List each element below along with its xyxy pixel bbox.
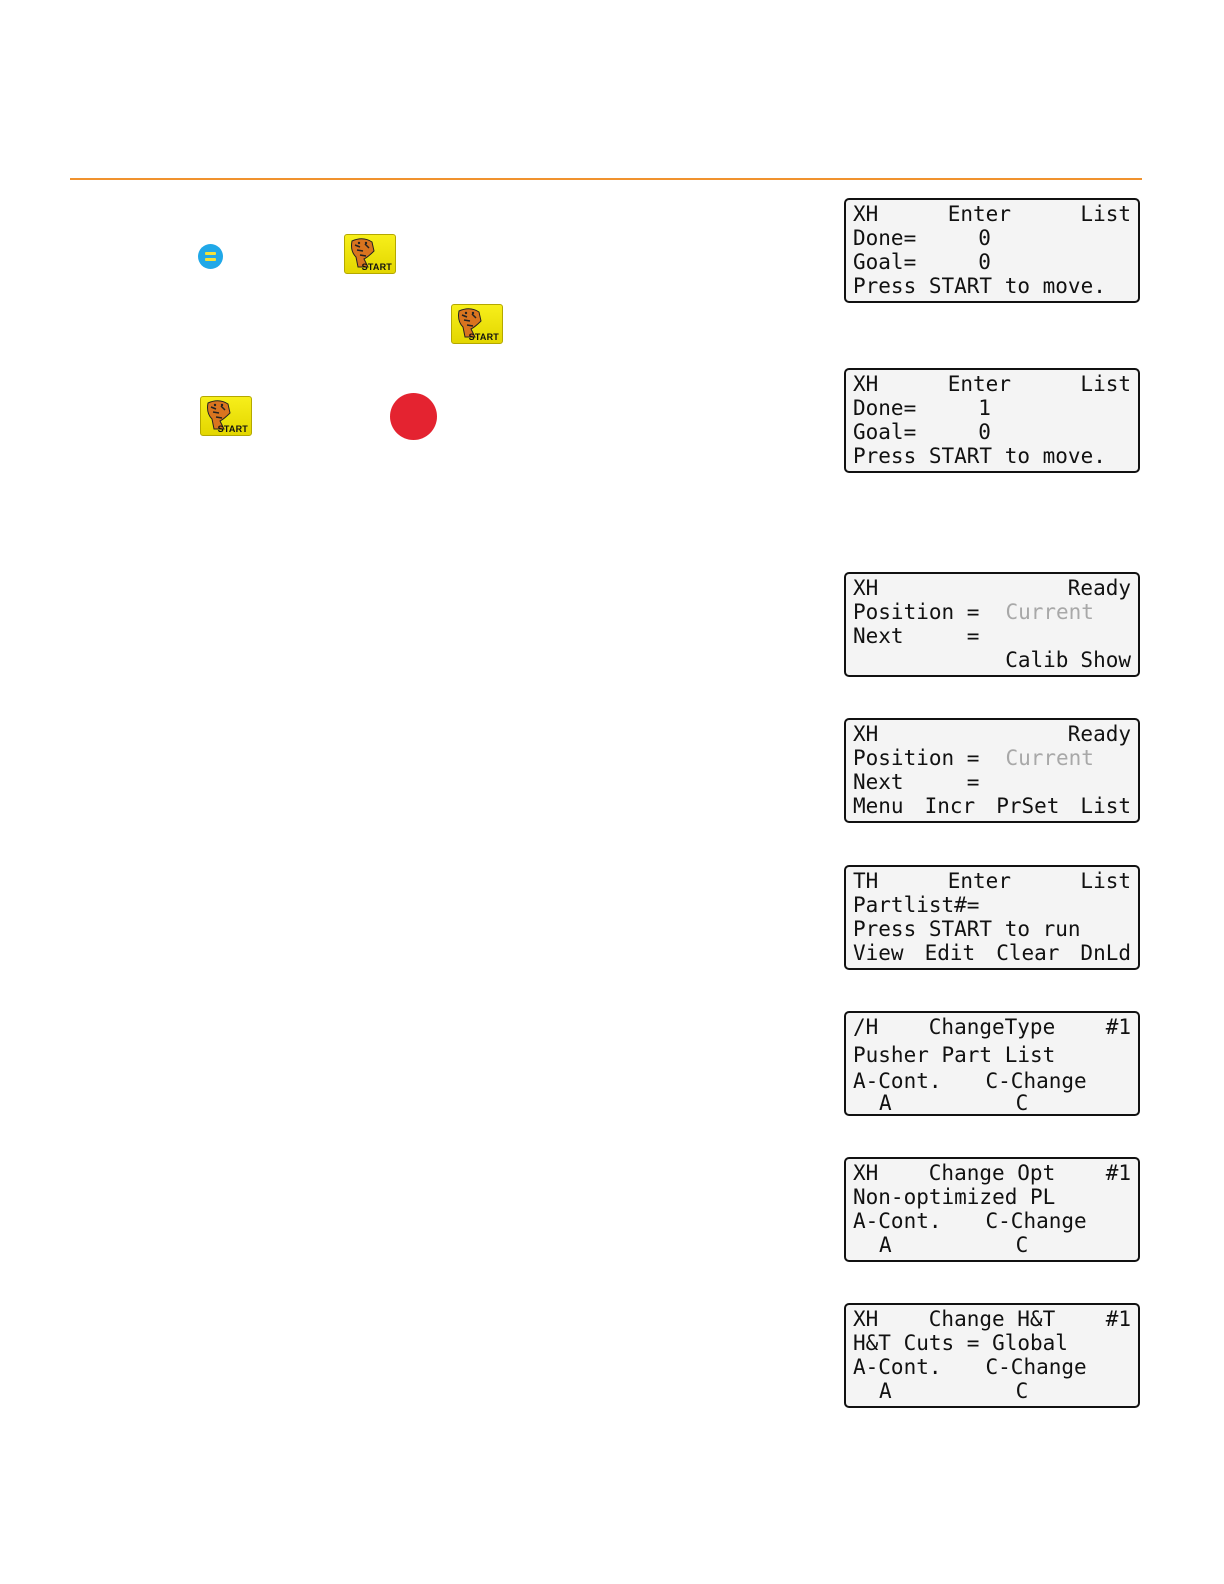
lcd-line: A-Cont. C-Change [853,1355,1087,1379]
start-label: START [468,332,499,342]
start-button-icon [200,396,252,436]
lcd-line: Next = [853,770,980,794]
lcd-screen-change-opt [844,1157,1140,1262]
start-label: START [217,424,248,434]
lcd-line: XH Change Opt #1 [853,1161,1131,1185]
lcd-line: A C [879,1091,1029,1115]
stop-button-icon [390,393,437,440]
lcd-line: Goal= 0 [853,250,991,274]
lcd-screen-enter-partlist [844,865,1140,970]
lcd-line: Press START to move. [853,444,1106,468]
lcd-screen-change-type [844,1011,1140,1116]
lcd-line: /H ChangeType #1 [853,1015,1131,1039]
lcd-screen-change-ht [844,1303,1140,1408]
lcd-line: XH Enter List [853,202,1131,226]
lcd-line: A C [879,1233,1029,1257]
header-rule [70,178,1142,180]
lcd-line: View Edit Clear DnLd [853,941,1131,965]
lcd-line: Done= 1 [853,396,991,420]
start-label: START [361,262,392,272]
equals-button-icon [198,244,223,269]
lcd-line: XH Ready [853,576,1131,600]
start-button-icon [344,234,396,274]
lcd-line: A-Cont. C-Change [853,1069,1087,1093]
lcd-line: XH Ready [853,722,1131,746]
lcd-line: Calib Show [1005,648,1131,672]
lcd-line: XH Enter List [853,372,1131,396]
lcd-screen-ready-calib [844,572,1140,677]
lcd-line: Partlist#= [853,893,980,917]
lcd-line: Next = [853,624,980,648]
lcd-line: H&T Cuts = Global [853,1331,1068,1355]
lcd-line: Non-optimized PL [853,1185,1056,1209]
lcd-line: Pusher Part List [853,1043,1056,1067]
lcd-line: XH Change H&T #1 [853,1307,1131,1331]
lcd-line: Position = Current [853,746,1094,770]
lcd-screen-ready-menu [844,718,1140,823]
lcd-line: Position = Current [853,600,1094,624]
lcd-line: Press START to run [853,917,1081,941]
lcd-line: A C [879,1379,1029,1403]
lcd-screen-enter-list-2 [844,368,1140,473]
lcd-screen-enter-list-1 [844,198,1140,303]
lcd-line: Menu Incr PrSet List [853,794,1131,818]
lcd-line: Press START to move. [853,274,1106,298]
start-button-icon [451,304,503,344]
lcd-line: Done= 0 [853,226,991,250]
lcd-line: A-Cont. C-Change [853,1209,1087,1233]
lcd-line: TH Enter List [853,869,1131,893]
lcd-line: Goal= 0 [853,420,991,444]
